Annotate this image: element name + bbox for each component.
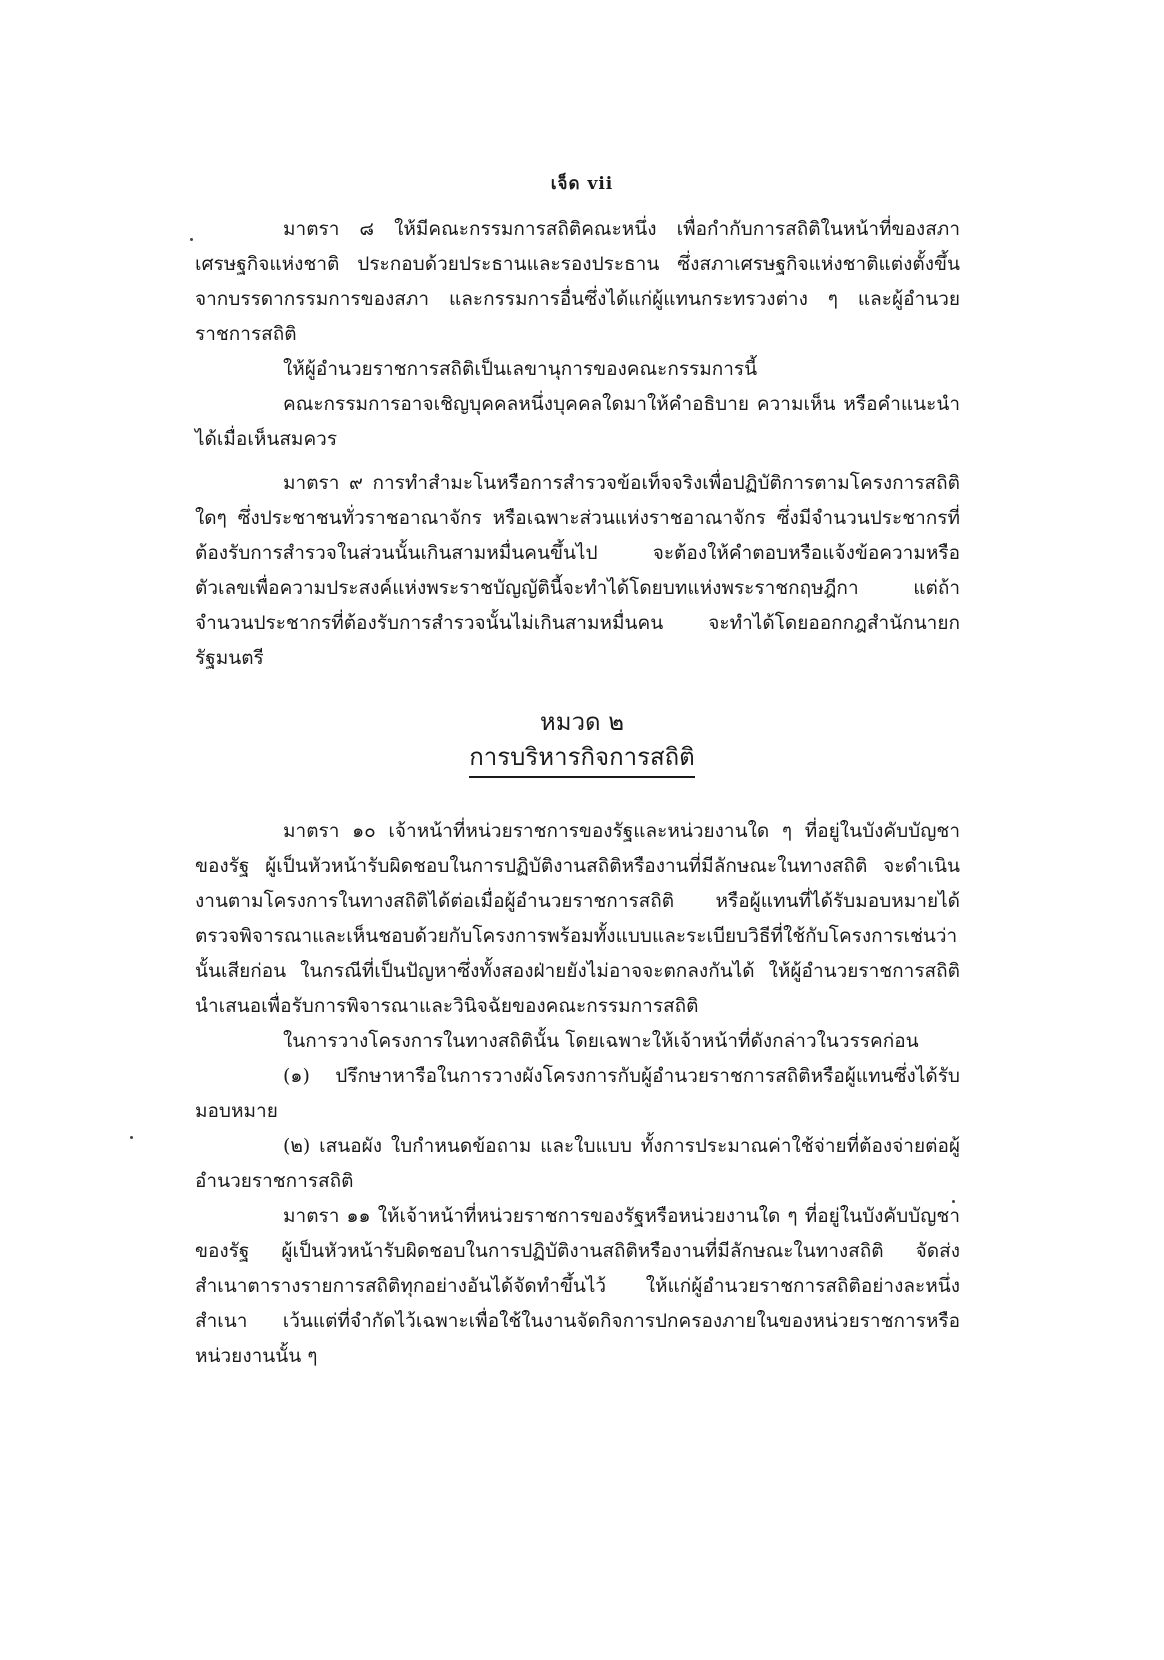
chapter-title: การบริหารกิจการสถิติ — [469, 740, 694, 778]
scan-speck — [130, 1136, 133, 1139]
chapter-title-wrap — [0, 740, 1164, 778]
scan-speck — [190, 238, 193, 241]
scan-speck — [952, 1200, 955, 1203]
section-10-11-block — [195, 814, 960, 1374]
section-11-paragraph: มาตรา ๑๑ ให้เจ้าหน้าที่หน่วยราชการของรัฐหรือหน่วยงานใด ๆ ที่อยู่ในบังคับบัญชาของรัฐ ผู้เป็นหัวหน้ารับผิดชอบในการปฏิบัติงานสถิติหรืองานที่มีลักษณะในทางสถิติ จัดส่งสำเนาตารางรายการสถิติทุกอย่างอันได้จัดทำขึ้นไว้ ให้แก่ผู้อำนวยราชการสถิติอย่างละหนึ่งสำเนา เว้นแต่ที่จำกัดไว้เฉพาะเพื่อใช้ในงานจัดกิจการปกครองภายในของหน่วยราชการหรือหน่วยงานนั้น ๆ — [195, 1205, 960, 1367]
section-10-item-2: (๒) เสนอผัง ใบกำหนดข้อถาม และใบแบบ ทั้งการประมาณค่าใช้จ่ายที่ต้องจ่ายต่อผู้อำนวยราชการสถิติ — [195, 1135, 960, 1192]
section-9-paragraph: มาตรา ๙ การทำสำมะโนหรือการสำรวจข้อเท็จจริงเพื่อปฏิบัติการตามโครงการสถิติใดๆ ซึ่งประชาชนทั่วราชอาณาจักร หรือเฉพาะส่วนแห่งราชอาณาจักร ซึ่งมีจำนวนประชากรที่ต้องรับการสำรวจในส่วนนั้นเกินสามหมื่นคนขึ้นไป จะต้องให้คำตอบหรือแจ้งข้อความหรือตัวเลขเพื่อความประสงค์แห่งพระราชบัญญัตินี้จะทำได้โดยบทแห่งพระราชกฤษฎีกา แต่ถ้าจำนวนประชากรที่ต้องรับการสำรวจนั้นไม่เกินสามหมื่นคน จะทำได้โดยออกกฎสำนักนายกรัฐมนตรี — [195, 472, 960, 669]
section-10-item-1: (๑) ปรึกษาหารือในการวางผังโครงการกับผู้อำนวยราชการสถิติหรือผู้แทนซึ่งได้รับมอบหมาย — [195, 1065, 960, 1122]
page-number: เจ็ด vii — [550, 174, 614, 194]
section-8-paragraph-3: คณะกรรมการอาจเชิญบุคคลหนึ่งบุคคลใดมาให้คำอธิบาย ความเห็น หรือคำแนะนำได้เมื่อเห็นสมควร — [195, 393, 960, 450]
section-10-paragraph-1: มาตรา ๑๐ เจ้าหน้าที่หน่วยราชการของรัฐและหน่วยงานใด ๆ ที่อยู่ในบังคับบัญชาของรัฐ ผู้เป็นหัวหน้ารับผิดชอบในการปฏิบัติงานสถิติหรืองานที่มีลักษณะในทางสถิติ จะดำเนินงานตามโครงการในทางสถิติได้ต่อเมื่อผู้อำนวยราชการสถิติ หรือผู้แทนที่ได้รับมอบหมายได้ตรวจพิจารณาและเห็นชอบด้วยกับโครงการพร้อมทั้งแบบและระเบียบวิธีที่ใช้กับโครงการเช่นว่านั้นเสียก่อน ในกรณีที่เป็นปัญหาซึ่งทั้งสองฝ่ายยังไม่อาจจะตกลงกันได้ ให้ผู้อำนวยราชการสถิตินำเสนอเพื่อรับการพิจารณาและวินิจฉัยของคณะกรรมการสถิติ — [195, 820, 960, 1017]
section-8-paragraph-2: ให้ผู้อำนวยราชการสถิติเป็นเลขานุการของคณะกรรมการนี้ — [283, 358, 758, 380]
section-8-9-block — [195, 212, 960, 676]
section-10-paragraph-2: ในการวางโครงการในทางสถิตินั้น โดยเฉพาะให้เจ้าหน้าที่ดังกล่าวในวรรคก่อน — [283, 1030, 919, 1052]
section-8-paragraph-1: มาตรา ๘ ให้มีคณะกรรมการสถิติคณะหนึ่ง เพื่อกำกับการสถิติในหน้าที่ของสภาเศรษฐกิจแห่งชาติ ประกอบด้วยประธานและรองประธาน ซึ่งสภาเศรษฐกิจแห่งชาติแต่งตั้งขึ้นจากบรรดากรรมการของสภา และกรรมการอื่นซึ่งได้แก่ผู้แทนกระทรวงต่าง ๆ และผู้อำนวยราชการสถิติ — [195, 218, 960, 345]
chapter-heading: หมวด ๒ — [539, 708, 625, 736]
